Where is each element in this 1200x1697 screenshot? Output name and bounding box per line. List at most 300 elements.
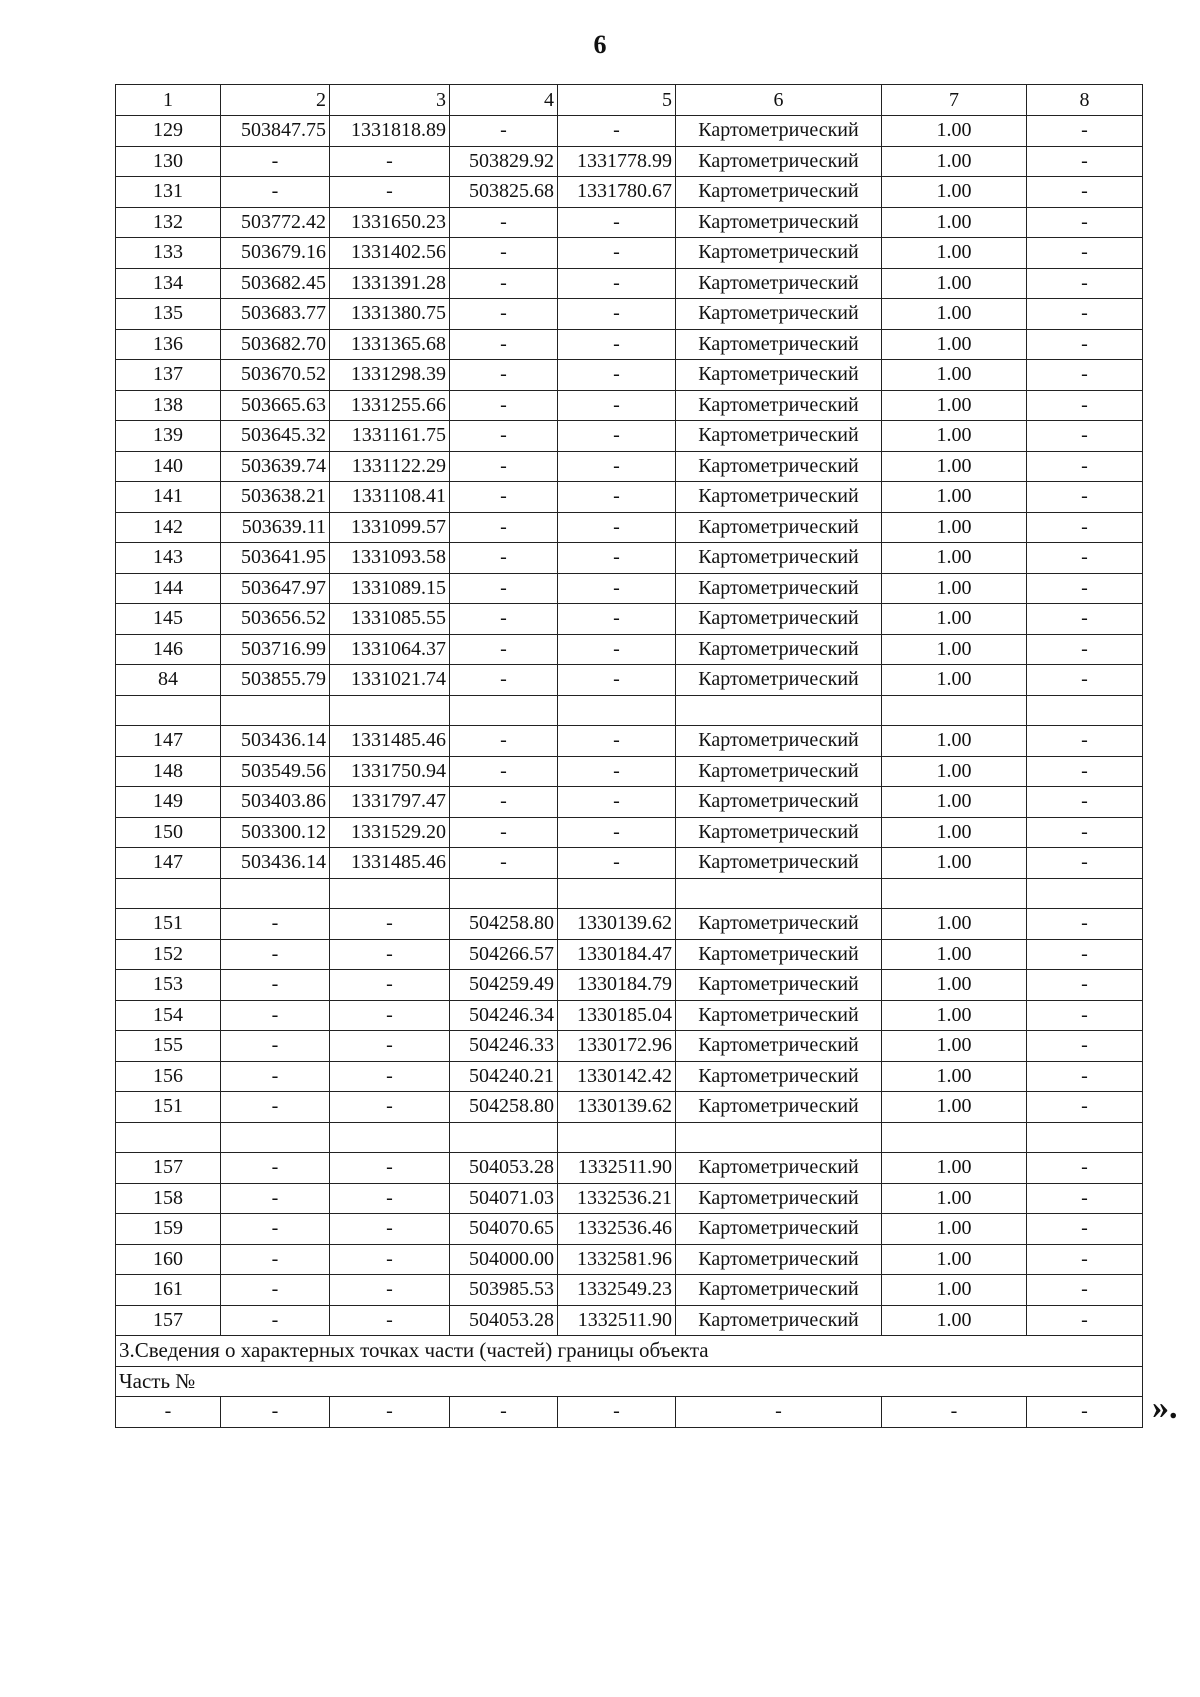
table-cell: - [558,390,676,421]
table-cell: - [558,787,676,818]
table-cell: - [1027,817,1143,848]
table-cell: 503436.14 [221,726,330,757]
table-row [116,1214,1143,1245]
table-cell: 503436.14 [221,848,330,879]
table-cell: - [1027,1092,1143,1123]
table-row [116,848,1143,879]
table-cell: Картометрический [676,390,882,421]
table-cell: - [1027,787,1143,818]
table-cell: - [330,1153,450,1184]
section-title: 3.Сведения о характерных точках части (частей) границы объекта [116,1336,1143,1367]
table-cell: 503670.52 [221,360,330,391]
table-cell: 1.00 [882,482,1027,513]
table-cell: 503638.21 [221,482,330,513]
table-row [116,634,1143,665]
table-cell [330,878,450,909]
table-cell: 1.00 [882,573,1027,604]
table-cell: - [558,421,676,452]
table-cell: 139 [116,421,221,452]
table-cell: - [882,1397,1027,1428]
table-cell: 1.00 [882,329,1027,360]
table-cell: - [450,665,558,696]
table-cell: - [450,1397,558,1428]
table-cell: - [221,1153,330,1184]
table-cell: 1331255.66 [330,390,450,421]
table-cell: 136 [116,329,221,360]
table-cell: - [450,360,558,391]
table-row [116,665,1143,696]
table-row [116,329,1143,360]
table-cell: 503645.32 [221,421,330,452]
table-row [116,116,1143,147]
table-row [116,573,1143,604]
table-cell: Картометрический [676,299,882,330]
table-header-row [116,85,1143,116]
table-cell: - [558,756,676,787]
table-cell: 1.00 [882,207,1027,238]
table-cell: 1332536.21 [558,1183,676,1214]
table-cell: - [450,817,558,848]
table-cell: - [1027,1061,1143,1092]
table-cell: Картометрический [676,329,882,360]
table-cell: - [1027,665,1143,696]
table-cell: - [1027,146,1143,177]
table-cell: 1.00 [882,1214,1027,1245]
table-cell: 1331099.57 [330,512,450,543]
table-cell: - [450,634,558,665]
table-cell: - [558,573,676,604]
table-cell: 1.00 [882,360,1027,391]
table-row [116,146,1143,177]
table-cell: 1331298.39 [330,360,450,391]
table-cell: 503639.11 [221,512,330,543]
table-cell [676,695,882,726]
table-cell: 504000.00 [450,1244,558,1275]
table-cell: 150 [116,817,221,848]
table-row [116,726,1143,757]
table-cell: - [221,177,330,208]
table-cell [882,695,1027,726]
table-cell: 1.00 [882,1031,1027,1062]
table-row [116,909,1143,940]
table-cell: Картометрический [676,1061,882,1092]
table-cell: 503403.86 [221,787,330,818]
table-cell: 1.00 [882,146,1027,177]
table-cell: 503855.79 [221,665,330,696]
table-cell: - [221,1000,330,1031]
table-cell: - [450,482,558,513]
table-cell: - [558,329,676,360]
table-cell: 504240.21 [450,1061,558,1092]
table-cell: - [330,1214,450,1245]
table-cell: 1.00 [882,787,1027,818]
table-cell: 2 [221,85,330,116]
table-cell: Картометрический [676,543,882,574]
table-cell: - [221,1244,330,1275]
table-cell: 1.00 [882,939,1027,970]
table-cell: 1.00 [882,299,1027,330]
table-cell: 504258.80 [450,909,558,940]
table-cell: 1331797.47 [330,787,450,818]
table-cell: - [1027,482,1143,513]
table-cell: 137 [116,360,221,391]
table-cell: Картометрический [676,756,882,787]
table-row [116,543,1143,574]
table-cell: 503772.42 [221,207,330,238]
table-cell: - [1027,512,1143,543]
table-cell: - [558,543,676,574]
table-cell: - [330,970,450,1001]
table-cell: 503829.92 [450,146,558,177]
table-cell: Картометрический [676,787,882,818]
table-cell: - [221,939,330,970]
table-row [116,299,1143,330]
table-row [116,1061,1143,1092]
table-cell: 1331093.58 [330,543,450,574]
table-row [116,360,1143,391]
table-cell: 1331064.37 [330,634,450,665]
table-cell: 140 [116,451,221,482]
table-cell: - [1027,573,1143,604]
table-cell: 1331818.89 [330,116,450,147]
table-row [116,512,1143,543]
table-cell: 1330139.62 [558,1092,676,1123]
table-cell: 8 [1027,85,1143,116]
table-cell: 503665.63 [221,390,330,421]
table-row [116,1244,1143,1275]
table-cell: - [450,238,558,269]
table-cell: - [221,1397,330,1428]
table-cell: 503641.95 [221,543,330,574]
table-cell: 503847.75 [221,116,330,147]
table-cell: Картометрический [676,634,882,665]
table-cell: 1331089.15 [330,573,450,604]
page-number: 6 [593,30,607,59]
table-cell: 153 [116,970,221,1001]
table-cell [1027,878,1143,909]
table-cell: 503679.16 [221,238,330,269]
table-cell: 504259.49 [450,970,558,1001]
table-cell: 503682.70 [221,329,330,360]
table-row [116,787,1143,818]
table-cell: 1332511.90 [558,1305,676,1336]
table-cell: 1330184.47 [558,939,676,970]
table-cell: 6 [676,85,882,116]
table-cell: 504070.65 [450,1214,558,1245]
table-cell: 1331085.55 [330,604,450,635]
table-row [116,1092,1143,1123]
table-cell [558,1122,676,1153]
table-cell: 1.00 [882,238,1027,269]
table-row [116,268,1143,299]
table-cell: 503639.74 [221,451,330,482]
table-cell: - [450,329,558,360]
table-cell: Картометрический [676,848,882,879]
table-cell: 129 [116,116,221,147]
table-cell: - [558,299,676,330]
table-cell [116,878,221,909]
table-cell: 1330139.62 [558,909,676,940]
table-cell: - [116,1397,221,1428]
table-cell: 1.00 [882,1000,1027,1031]
table-cell: Картометрический [676,1275,882,1306]
table-cell: - [1027,1244,1143,1275]
table-cell: 503656.52 [221,604,330,635]
table-cell: - [558,268,676,299]
table-cell: Картометрический [676,1031,882,1062]
table-cell: - [450,726,558,757]
table-cell: - [450,207,558,238]
table-cell: - [330,1397,450,1428]
table-cell [676,878,882,909]
table-cell: - [450,268,558,299]
table-cell: 135 [116,299,221,330]
table-cell: Картометрический [676,1183,882,1214]
table-cell: 1331778.99 [558,146,676,177]
table-cell [221,878,330,909]
table-cell: Картометрический [676,573,882,604]
table-row [116,1153,1143,1184]
table-cell: 134 [116,268,221,299]
table-cell: - [450,451,558,482]
table-cell: Картометрический [676,817,882,848]
table-cell: 154 [116,1000,221,1031]
table-cell: - [1027,177,1143,208]
table-cell: 1331485.46 [330,726,450,757]
boundary-points-table [115,84,1143,1428]
table-cell: 141 [116,482,221,513]
table-cell [450,878,558,909]
table-cell: 1.00 [882,512,1027,543]
table-cell: - [450,116,558,147]
table-cell [882,1122,1027,1153]
table-cell: 156 [116,1061,221,1092]
table-cell: - [1027,1275,1143,1306]
table-cell: 1331402.56 [330,238,450,269]
table-cell: 1331365.68 [330,329,450,360]
table-cell: - [1027,390,1143,421]
table-cell: 1.00 [882,390,1027,421]
table-cell: 1330185.04 [558,1000,676,1031]
table-cell: 7 [882,85,1027,116]
table-row [116,604,1143,635]
table-cell: 1.00 [882,1244,1027,1275]
table-cell: 503300.12 [221,817,330,848]
table-cell: 138 [116,390,221,421]
table-cell: 1331122.29 [330,451,450,482]
table-cell: - [330,1275,450,1306]
table-cell: - [1027,1183,1143,1214]
table-cell: 151 [116,909,221,940]
table-cell: 1330184.79 [558,970,676,1001]
table-row [116,238,1143,269]
table-cell: 503825.68 [450,177,558,208]
table-cell: 1331485.46 [330,848,450,879]
table-row [116,177,1143,208]
table-cell: 147 [116,848,221,879]
table-cell: 152 [116,939,221,970]
table-cell: - [1027,726,1143,757]
table-cell [1027,1122,1143,1153]
table-cell: - [1027,299,1143,330]
table-cell: 503549.56 [221,756,330,787]
table-cell: - [330,177,450,208]
table-cell: - [450,390,558,421]
table-cell: 1.00 [882,1305,1027,1336]
table-cell: 1331021.74 [330,665,450,696]
table-cell: 1331750.94 [330,756,450,787]
table-cell: 1331650.23 [330,207,450,238]
table-cell: Картометрический [676,970,882,1001]
table-cell: 1.00 [882,1061,1027,1092]
table-cell: - [1027,939,1143,970]
table-cell: - [330,1092,450,1123]
table-cell [330,1122,450,1153]
table-cell: 504266.57 [450,939,558,970]
table-cell: - [1027,848,1143,879]
table-row [116,451,1143,482]
table-row [116,1275,1143,1306]
table-body [116,85,1143,1428]
table-cell: 160 [116,1244,221,1275]
table-cell: 1.00 [882,1092,1027,1123]
table-cell: 503985.53 [450,1275,558,1306]
table-cell: 148 [116,756,221,787]
table-cell: 1.00 [882,421,1027,452]
table-cell: Картометрический [676,512,882,543]
table-row [116,207,1143,238]
table-cell: Картометрический [676,726,882,757]
table-cell: - [1027,329,1143,360]
table-cell: 1.00 [882,726,1027,757]
table-cell: Картометрический [676,207,882,238]
table-cell: Картометрический [676,1000,882,1031]
table-cell [450,695,558,726]
table-cell: 1 [116,85,221,116]
table-cell: - [1027,634,1143,665]
table-cell: 1331108.41 [330,482,450,513]
table-cell [116,695,221,726]
table-cell: 1.00 [882,848,1027,879]
table-cell: - [221,1214,330,1245]
table-cell: 1332581.96 [558,1244,676,1275]
table-cell: - [450,604,558,635]
table-cell: - [1027,207,1143,238]
table-row [116,1183,1143,1214]
table-cell: 504053.28 [450,1305,558,1336]
table-cell: - [1027,1031,1143,1062]
table-row [116,756,1143,787]
table-cell: 1.00 [882,177,1027,208]
table-row [116,878,1143,909]
table-cell: - [450,543,558,574]
table-cell: - [330,1305,450,1336]
table-cell: - [1027,543,1143,574]
table-cell: 1.00 [882,909,1027,940]
table-cell: 132 [116,207,221,238]
table-cell: - [1027,1397,1143,1428]
table-cell: - [558,1397,676,1428]
table-cell: 5 [558,85,676,116]
closing-quote-mark: ». [1152,1389,1178,1426]
table-cell: - [1027,268,1143,299]
table-cell: 84 [116,665,221,696]
table-cell: 1.00 [882,756,1027,787]
table-row [116,939,1143,970]
table-cell: Картометрический [676,482,882,513]
table-cell: - [450,299,558,330]
table-cell: 503716.99 [221,634,330,665]
table-cell: - [1027,756,1143,787]
table-cell: - [221,1305,330,1336]
table-row [116,482,1143,513]
table-cell: - [558,604,676,635]
table-cell: 1331161.75 [330,421,450,452]
table-cell: 1.00 [882,634,1027,665]
table-cell: Картометрический [676,177,882,208]
part-label-row [116,1366,1143,1397]
table-cell: 1.00 [882,1275,1027,1306]
table-cell: - [1027,421,1143,452]
table-cell: 1.00 [882,268,1027,299]
table-cell: 1331780.67 [558,177,676,208]
table-cell: - [558,451,676,482]
table-cell: 133 [116,238,221,269]
table-cell: 1332511.90 [558,1153,676,1184]
table-cell: 504258.80 [450,1092,558,1123]
table-cell: 503682.45 [221,268,330,299]
table-cell: 503647.97 [221,573,330,604]
table-cell: 1.00 [882,604,1027,635]
table-cell: 149 [116,787,221,818]
table-cell: 504071.03 [450,1183,558,1214]
table-cell: - [558,207,676,238]
table-cell: 159 [116,1214,221,1245]
table-row [116,1031,1143,1062]
table-cell: Картометрический [676,939,882,970]
table-cell: - [1027,360,1143,391]
table-cell: 504246.33 [450,1031,558,1062]
table-cell: - [1027,1305,1143,1336]
table-cell: Картометрический [676,604,882,635]
table-cell: 1.00 [882,665,1027,696]
table-cell: - [1027,238,1143,269]
table-cell: - [1027,909,1143,940]
table-cell: 147 [116,726,221,757]
table-cell: 131 [116,177,221,208]
table-cell: - [221,1183,330,1214]
table-cell: 1332536.46 [558,1214,676,1245]
table-row [116,970,1143,1001]
table-cell: - [330,146,450,177]
table-cell: Картометрический [676,1153,882,1184]
table-cell: 143 [116,543,221,574]
table-cell [450,1122,558,1153]
table-cell: - [450,756,558,787]
table-cell [1027,695,1143,726]
table-cell: 503683.77 [221,299,330,330]
table-cell: - [450,421,558,452]
table-cell: 1332549.23 [558,1275,676,1306]
table-cell: 1.00 [882,1153,1027,1184]
table-cell: Картометрический [676,360,882,391]
table-cell: - [330,1031,450,1062]
table-cell: - [221,146,330,177]
table-cell: 142 [116,512,221,543]
table-cell [882,878,1027,909]
table-cell: - [221,1061,330,1092]
table-cell: Картометрический [676,238,882,269]
